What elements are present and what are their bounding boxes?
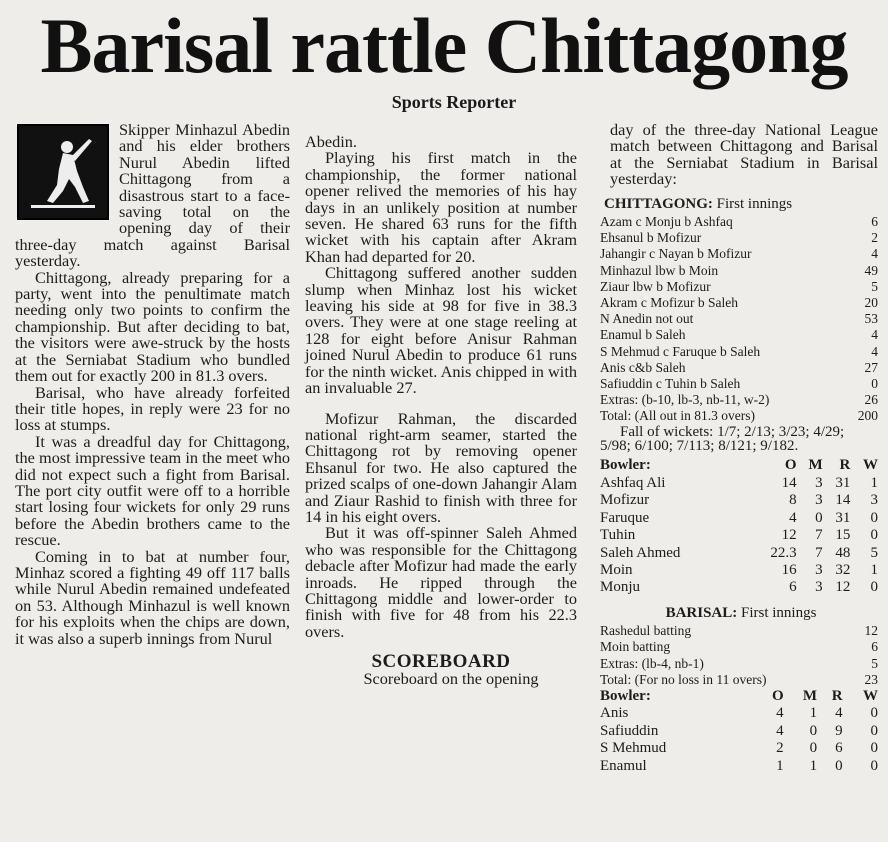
bowling-row — [600, 527, 878, 544]
bowling-figure: 14 — [781, 474, 797, 491]
bowling-figure: 0 — [870, 740, 878, 757]
batsman-entry: Total: (For no loss in 11 overs) — [600, 671, 767, 687]
batting-row — [600, 623, 878, 639]
bowling-figure: 4 — [835, 705, 843, 722]
bowler-name: Ashfaq Ali — [600, 474, 666, 491]
paragraph: Barisal, who have already forfeited their title hopes, in reply were 23 for no loss at stumps. — [15, 382, 290, 435]
bowling-figure: 15 — [835, 527, 851, 544]
batting-row — [600, 376, 878, 392]
runs: 26 — [864, 392, 878, 408]
bowling-row — [600, 579, 878, 596]
runs: 20 — [864, 295, 878, 311]
batting-row — [600, 246, 878, 262]
runs: 4 — [871, 327, 878, 343]
bowling-figure: 0 — [870, 579, 878, 596]
batsman-entry: Enamul b Saleh — [600, 327, 686, 343]
article-column-2 — [305, 134, 577, 687]
bowling-figure: 0 — [835, 757, 843, 774]
bowling-row — [600, 723, 878, 740]
bowling-column-header: M — [808, 457, 823, 474]
bowling-column-header: W — [863, 687, 878, 704]
bowling-column-header: Bowler: — [600, 687, 651, 704]
paragraph: It was a dreadful day for Chittagong, the most impressive team in the meet who did not expect such a fight from Barisal. The port city outfit were off to a horrible start losing four wickets for only 29 runs before the Abedin brothers came to the rescue. — [15, 431, 290, 550]
batsman-entry: Safiuddin c Tuhin b Saleh — [600, 376, 741, 392]
bowling-figure: 48 — [835, 544, 851, 561]
batsman-entry: Rashedul batting — [600, 623, 692, 639]
bowling-row — [600, 545, 878, 562]
bowling-figure: 3 — [815, 561, 823, 578]
bowling-row — [600, 705, 878, 722]
bowling-figure: 1 — [870, 561, 878, 578]
batsman-entry: Azam c Monju b Ashfaq — [600, 214, 733, 230]
bowling-figure: 12 — [781, 527, 797, 544]
bowler-name: Saleh Ahmed — [600, 544, 681, 561]
runs: 23 — [864, 671, 878, 687]
runs: 2 — [871, 230, 878, 246]
runs: 0 — [871, 376, 878, 392]
bowling-figure: 12 — [835, 579, 851, 596]
bowler-name: Enamul — [600, 757, 647, 774]
bowling-row — [600, 562, 878, 579]
batting-row — [600, 672, 878, 688]
batsman-entry: N Anedin not out — [600, 311, 694, 327]
bowling-figure: 1 — [870, 474, 878, 491]
batting-row — [600, 327, 878, 343]
bowling-figure: 3 — [815, 492, 823, 509]
bowler-name: Monju — [600, 579, 641, 596]
batsman-entry: Minhazul lbw b Moin — [600, 262, 719, 278]
batsman-entry: Extras: (lb-4, nb-1) — [600, 655, 704, 671]
bowling-figure: 22.3 — [770, 544, 797, 561]
bowling-figure: 4 — [789, 509, 797, 526]
bowler-name: Faruque — [600, 509, 650, 526]
scoreboard-intro: Scoreboard on the opening — [363, 668, 539, 688]
bowling-figure: 6 — [835, 740, 843, 757]
bowling-row — [600, 475, 878, 492]
bowling-row — [600, 492, 878, 509]
bowling-figure: 31 — [835, 474, 851, 491]
batting-row — [600, 392, 878, 408]
batsman-entry: Anis c&b Saleh — [600, 359, 686, 375]
bowling-figure: 0 — [870, 705, 878, 722]
batting-row — [600, 639, 878, 655]
bowling-figure: 3 — [815, 579, 823, 596]
batting-row — [600, 214, 878, 230]
batting-row — [600, 344, 878, 360]
bowler-name: S Mehmud — [600, 740, 667, 757]
runs: 6 — [871, 214, 878, 230]
byline: Sports Reporter — [391, 92, 517, 112]
bowling-figure: 9 — [835, 722, 843, 739]
runs: 5 — [871, 278, 878, 294]
bowling-figure: 0 — [870, 722, 878, 739]
innings-label: First innings — [716, 195, 793, 212]
paragraph: Coming in to bat at number four, Minhaz scored a fighting 49 off 117 balls while Nurul Abedin remained undefeated on 53. Although Minhazul is well known for his exploits when the chips are down, it was also a superb innings from Nurul — [15, 546, 290, 648]
bowling-figure: 7 — [815, 544, 823, 561]
bowling-column-header: M — [802, 687, 818, 704]
bowling-figure: 1 — [809, 705, 818, 722]
chittagong-innings-heading — [604, 196, 878, 212]
bowling-figure: 3 — [870, 492, 878, 509]
batting-row — [600, 263, 878, 279]
paragraph: Playing his first match in the championship, the former national opener relived the memories of his hay days in an unlikely position at number seven. He shared 63 runs for the fifth wicket with his captain after Akram Khan had departed for 20. — [305, 148, 577, 266]
chittagong-batting-table — [600, 214, 878, 425]
batting-row — [600, 311, 878, 327]
batsman-entry: Total: (All out in 81.3 overs) — [600, 408, 756, 424]
batsman-entry: Ehsanul b Mofizur — [600, 230, 702, 246]
article-column-1 — [15, 122, 290, 647]
barisal-batting-table — [600, 623, 878, 688]
batsman-entry: Jahangir c Nayan b Mofizur — [600, 246, 752, 262]
barisal-innings-heading — [604, 605, 878, 621]
bowling-figure: 16 — [781, 561, 797, 578]
bowler-name: Tuhin — [600, 527, 636, 544]
bowling-figure: 32 — [835, 561, 851, 578]
bowling-figure: 2 — [776, 740, 784, 757]
bowling-header-row — [600, 457, 878, 474]
runs: 6 — [871, 639, 878, 655]
bowling-figure: 0 — [815, 509, 823, 526]
bowling-figure: 7 — [815, 527, 823, 544]
runs: 27 — [864, 359, 878, 375]
bowler-name: Moin — [600, 561, 633, 578]
runs: 4 — [871, 246, 878, 262]
bowling-row — [600, 510, 878, 527]
runs: 4 — [871, 343, 878, 359]
bowling-row — [600, 740, 878, 757]
paragraph: Abedin. — [305, 132, 357, 151]
bowling-figure: 1 — [776, 757, 784, 774]
bowling-figure: 0 — [870, 757, 878, 774]
headline: Barisal rattle Chittagong — [40, 2, 848, 89]
bowling-column-header: W — [863, 457, 878, 474]
bowling-column-header: O — [772, 687, 784, 704]
bowling-column-header: R — [831, 687, 843, 704]
scoreboard-heading: SCOREBOARD — [371, 651, 511, 673]
runs: 49 — [864, 262, 878, 278]
bowling-column-header: R — [839, 457, 851, 474]
paragraph: Skipper Minhazul Abedin and his elder brothers Nurul Abedin lifted Chittagong from a disastrous start to a face-saving total on the opening day of their three-day match against Barisal yesterday. — [15, 120, 290, 271]
batting-row — [600, 230, 878, 246]
bowling-figure: 0 — [870, 509, 878, 526]
bowling-column-header: O — [784, 457, 797, 474]
bowling-figure: 0 — [809, 722, 818, 739]
paragraph: But it was off-spinner Saleh Ahmed who was responsible for the Chittagong debacle after Mofizur had made the early inroads. He ripped through the Chittagong middle and lower-order to finish with five for 48 from his 22.3 overs. — [305, 523, 577, 641]
batting-row — [600, 279, 878, 295]
bowling-figure: 0 — [809, 740, 818, 757]
bowling-header-row — [600, 688, 878, 705]
runs: 200 — [857, 408, 878, 424]
runs: 53 — [864, 311, 878, 327]
paragraph: Mofizur Rahman, the discarded national right-arm seamer, started the Chittagong rot by removing opener Ehsanul for two. He also captured the prized scalps of one-down Jahangir Alam and Ziaur Rashid to finish with three for 14 in his eight overs. — [305, 408, 577, 526]
chittagong-bowling-table — [600, 457, 878, 596]
innings-label: First innings — [741, 604, 817, 621]
batsman-silhouette-icon — [17, 124, 109, 220]
bowling-figure: 4 — [776, 705, 784, 722]
bowling-column-header: Bowler: — [600, 457, 651, 474]
bowling-row — [600, 758, 878, 775]
bowling-figure: 3 — [815, 474, 823, 491]
paragraph: Chittagong suffered another sudden slump when Minhaz lost his wicket leaving his side at 98 for five in 38.3 overs. They were at one stage reeling at 128 for eight before Anisur Rahman joined Nurul Abedin to produce 61 runs for the ninth wicket. Anis chipped in with an invaluable 27. — [305, 263, 577, 398]
bowling-figure: 6 — [789, 579, 797, 596]
bowler-name: Safiuddin — [600, 722, 659, 739]
batsman-entry: Moin batting — [600, 639, 671, 655]
scoreboard-column — [600, 122, 878, 775]
barisal-bowling-table — [600, 688, 878, 775]
bowler-name: Anis — [600, 705, 629, 722]
bowling-figure: 5 — [870, 544, 878, 561]
bowling-figure: 8 — [789, 492, 797, 509]
bowling-figure: 1 — [809, 757, 818, 774]
bowling-figure: 4 — [776, 722, 784, 739]
bowling-figure: 0 — [870, 527, 878, 544]
batting-row — [600, 295, 878, 311]
batting-row — [600, 656, 878, 672]
bowling-figure: 31 — [835, 509, 851, 526]
batsman-entry: Akram c Mofizur b Saleh — [600, 295, 738, 311]
bowling-figure: 14 — [835, 492, 851, 509]
batting-row — [600, 360, 878, 376]
bowler-name: Mofizur — [600, 492, 650, 509]
batsman-entry: Extras: (b-10, lb-3, nb-11, w-2) — [600, 392, 770, 408]
batsman-entry: Ziaur lbw b Mofizur — [600, 278, 711, 294]
runs: 5 — [871, 655, 878, 671]
team-name: CHITTAGONG: — [604, 195, 713, 212]
runs: 12 — [864, 623, 878, 639]
fall-of-wickets: Fall of wickets: 1/7; 2/13; 3/23; 4/29; 5/98; 6/100; 7/113; 8/121; 9/182. — [600, 423, 845, 455]
paragraph: Chittagong, already preparing for a party, went into the penultimate match needing only two points to confirm the championship. But after deciding to bat, the visitors were awe-struck by the hosts at the Serniabat Stadium who bundled them out for exactly 200 in 81.3 overs. — [15, 267, 290, 386]
batting-row — [600, 408, 878, 424]
batsman-entry: S Mehmud c Faruque b Saleh — [600, 343, 761, 359]
scoreboard-intro-continued: day of the three-day National League match between Chittagong and Barisal at the Serniabat Stadium in Barisal yesterday: — [610, 120, 878, 189]
team-name: BARISAL: — [665, 604, 738, 621]
